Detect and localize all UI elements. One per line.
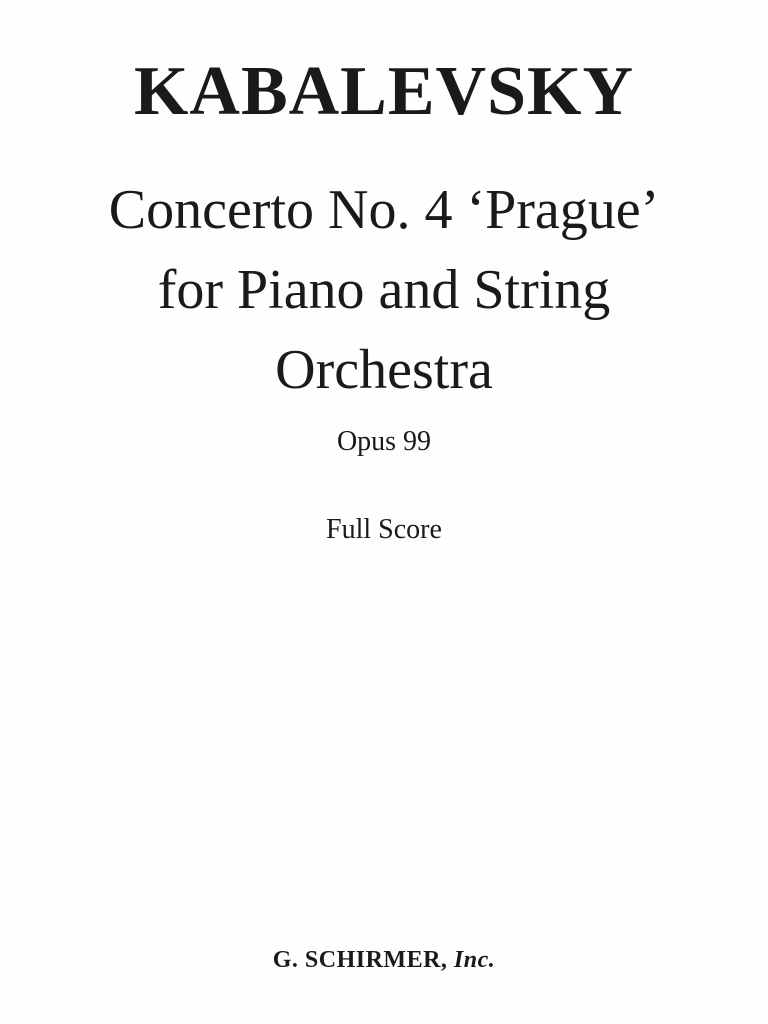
publisher [0,944,768,976]
work-title [0,170,768,410]
opus-number: Opus 99 [336,426,432,457]
work-title-line-2: for Piano and String [157,259,611,321]
score-type: Full Score [326,514,442,545]
publisher-suffix: Inc. [453,947,496,973]
publisher-name: G. SCHIRMER, [272,947,448,973]
work-title-line-1: Concerto No. 4 ‘Prague’ [108,179,660,241]
work-title-line-3: Orchestra [275,339,493,401]
composer-name: KABALEVSKY [133,53,635,130]
